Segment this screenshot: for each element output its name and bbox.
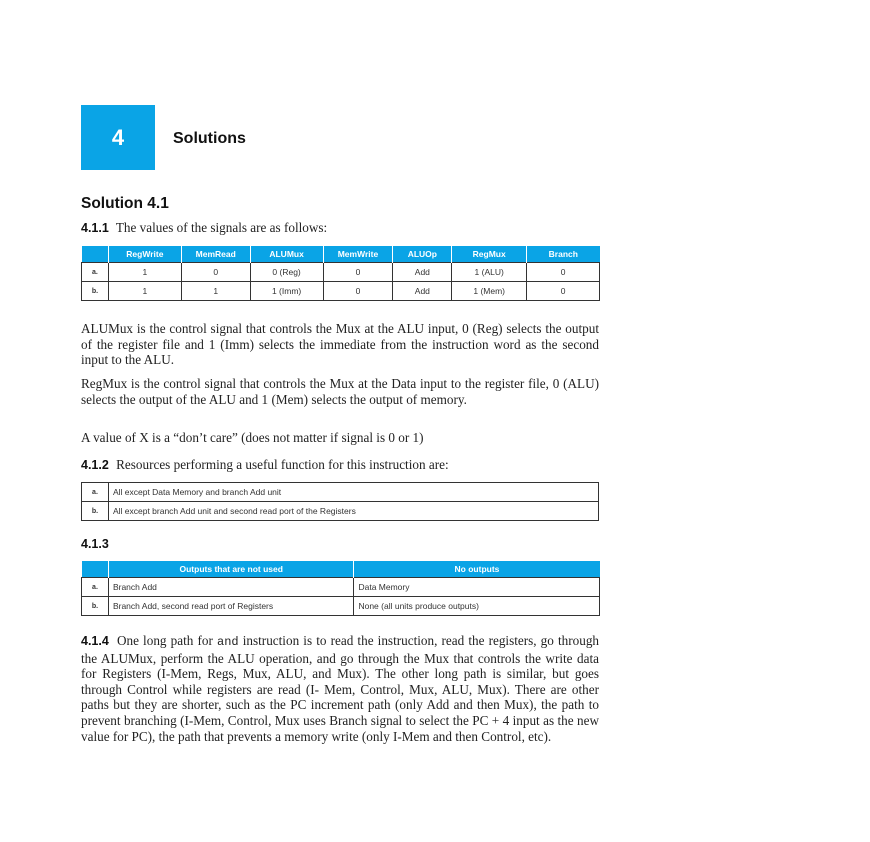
table-row <box>82 483 599 502</box>
table-cell: All except branch Add unit and second read port of the Registers <box>108 502 598 521</box>
section-number: 4.1.3 <box>81 537 109 551</box>
row-label: b. <box>82 282 109 301</box>
dont-care-paragraph: A value of X is a “don’t care” (does not matter if signal is 0 or 1) <box>81 430 424 445</box>
header-cell: Outputs that are not used <box>108 561 354 578</box>
chapter-title: Solutions <box>173 130 246 147</box>
outputs-table <box>81 561 600 616</box>
table-cell: 1 <box>108 282 181 301</box>
table-header-row <box>82 561 600 578</box>
table-row <box>82 502 599 521</box>
table-header-row <box>82 246 600 263</box>
solution-heading: Solution 4.1 <box>81 195 169 212</box>
table-cell: Data Memory <box>354 578 600 597</box>
table-cell: All except Data Memory and branch Add unit <box>108 483 598 502</box>
section-4-1-2-intro <box>81 457 599 474</box>
section-text-before: One long path for <box>116 633 213 648</box>
table-row <box>82 578 600 597</box>
table-row <box>82 263 600 282</box>
table-cell: Branch Add <box>108 578 354 597</box>
table-cell: 0 <box>181 263 250 282</box>
header-blank <box>82 246 109 263</box>
table-row <box>82 597 600 616</box>
table-cell: 1 (Mem) <box>452 282 527 301</box>
table-row <box>82 282 600 301</box>
row-label: a. <box>82 578 109 597</box>
section-number: 4.1.2 <box>81 458 109 472</box>
alumux-paragraph: ALUMux is the control signal that controls the Mux at the ALU input, 0 (Reg) selects the output of the register file and 1 (Imm) selects the immediate from the instruction word as the second input to the ALU. <box>81 321 599 368</box>
chapter-number-box <box>81 105 155 170</box>
section-4-1-1-intro <box>81 220 599 237</box>
table-cell: 1 (Imm) <box>250 282 323 301</box>
section-text: The values of the signals are as follows: <box>115 220 328 235</box>
row-label: a. <box>82 263 109 282</box>
header-cell: ALUMux <box>250 246 323 263</box>
section-text-after: instruction is to read the instruction, read the registers, go through the ALUMux, perform the ALU operation, and go through the Mux that controls the write data for Registers (I-Mem, Regs, Mux, ALU, and Mux). The other long path is similar, but goes through Control while registers are read (I- Mem, Control, Mux, ALU, Mux). There are other paths but they are shorter, such as the PC increment path (only Add and then Mux), the path to prevent branching (I-Mem, Control, Mux uses Branch signal to select the PC + 4 input as the new value for PC), the path that prevents a memory write (only I-Mem and then Control, etc). <box>81 633 600 744</box>
table-cell: 0 <box>323 282 393 301</box>
header-cell: No outputs <box>354 561 600 578</box>
row-label: b. <box>82 597 109 616</box>
row-label: b. <box>82 502 109 521</box>
table-cell: 0 <box>323 263 393 282</box>
section-4-1-3-heading <box>81 536 599 553</box>
table-cell: 0 <box>527 263 600 282</box>
row-label: a. <box>82 483 109 502</box>
table-cell: 1 (ALU) <box>452 263 527 282</box>
header-blank <box>82 561 109 578</box>
section-number: 4.1.1 <box>81 221 109 235</box>
table-cell: Add <box>393 263 452 282</box>
resources-table <box>81 482 599 521</box>
table-cell: 1 <box>108 263 181 282</box>
header-cell: RegWrite <box>108 246 181 263</box>
section-number: 4.1.4 <box>81 634 109 648</box>
header-cell: ALUOp <box>393 246 452 263</box>
regmux-paragraph: RegMux is the control signal that controls the Mux at the Data input to the register file, 0 (ALU) selects the output of the ALU and 1 (Mem) selects the output of memory. <box>81 376 599 407</box>
table-cell: 0 (Reg) <box>250 263 323 282</box>
header-cell: RegMux <box>452 246 527 263</box>
table-cell: 0 <box>527 282 600 301</box>
table-cell: Add <box>393 282 452 301</box>
table-cell: 1 <box>181 282 250 301</box>
table-cell: Branch Add, second read port of Registers <box>108 597 354 616</box>
header-cell: MemRead <box>181 246 250 263</box>
inline-code: and <box>217 635 239 649</box>
table-cell: None (all units produce outputs) <box>354 597 600 616</box>
section-4-1-4-paragraph <box>81 633 599 744</box>
section-text: Resources performing a useful function for this instruction are: <box>116 457 449 472</box>
signals-table <box>81 246 600 301</box>
chapter-number: 4 <box>111 124 125 150</box>
header-cell: MemWrite <box>323 246 393 263</box>
header-cell: Branch <box>527 246 600 263</box>
